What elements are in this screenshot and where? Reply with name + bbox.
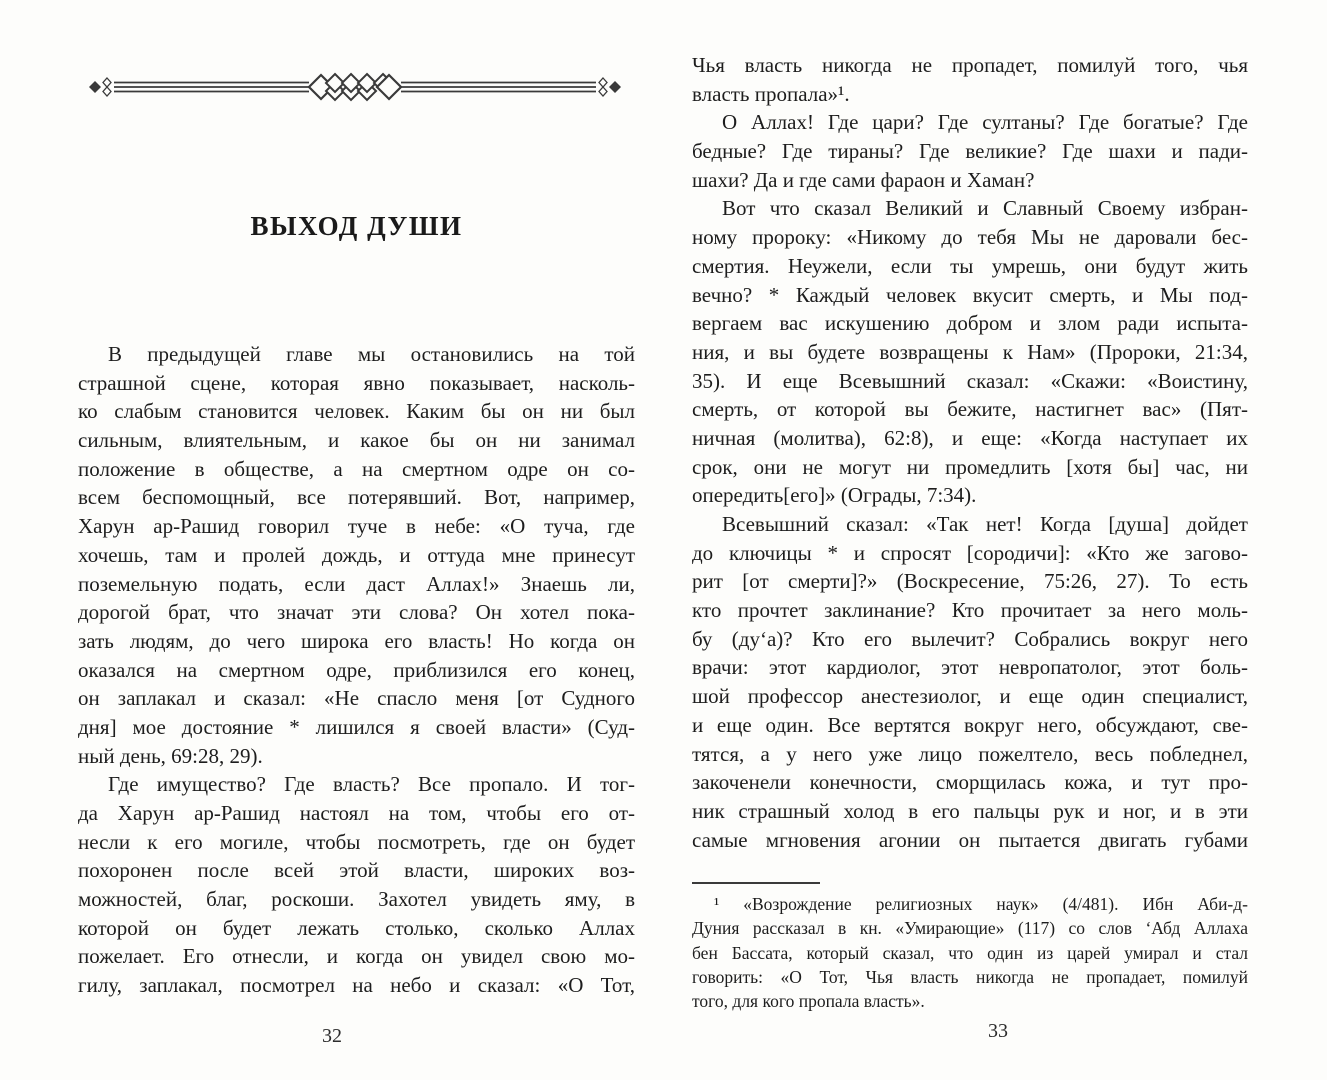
text-line: пожелает. Его отнесли, и когда он увидел свою мо- <box>78 944 635 969</box>
text-line: положение в обществе, а на смертном одре он со- <box>78 456 635 481</box>
text-line: похоронен после всей этой власти, широких воз- <box>78 858 635 883</box>
page-number-right: 33 <box>988 1020 1008 1042</box>
text-line: самые мгновения агонии он пытается двигать губами <box>692 827 1248 852</box>
text-line: 35). И еще Всевышний сказал: «Скажи: «Воистину, <box>692 368 1248 393</box>
page-right <box>692 0 1248 1080</box>
text-line: он заплакал и сказал: «Не спасло меня [от Судного <box>78 686 635 711</box>
text-line: ничная (молитва), 62:8), и еще: «Когда наступает их <box>692 425 1248 450</box>
text-line: до ключицы * и спросят [сородичи]: «Кто же загово- <box>692 540 1248 565</box>
page-left <box>78 0 635 1080</box>
text-line: дорогой брат, что значат эти слова? Он хотел пока- <box>78 600 635 625</box>
text-line: закоченели конечности, сморщилась кожа, и тут про- <box>692 770 1248 795</box>
text-line: зать людям, до чего широка его власть! Но когда он <box>78 628 635 653</box>
left-page-body <box>78 340 635 1000</box>
text-line: Чья власть никогда не пропадет, помилуй того, чья <box>692 53 1248 77</box>
text-line: смертия. Неужели, если ты умрешь, они будут жить <box>692 253 1248 278</box>
text-line: опередить[его]» (Ограды, 7:34). <box>692 483 977 508</box>
text-line: Харун ар-Рашид говорил туче в небе: «О туча, где <box>78 514 635 539</box>
text-line: Всевышний сказал: «Так нет! Когда [душа] дойдет <box>722 512 1248 536</box>
text-line: ник страшный холод в его пальцы рук и ног, и в эти <box>692 798 1248 823</box>
text-line: В предыдущей главе мы остановились на той <box>108 342 635 366</box>
text-line: можностей, благ, роскоши. Захотел увидеть яму, в <box>78 887 635 912</box>
right-page-body <box>692 51 1248 854</box>
text-line: говорить: «О Тот, Чья власть никогда не пропадает, помилуй <box>692 966 1248 987</box>
chapter-title: ВЫХОД ДУШИ <box>250 211 463 241</box>
text-line: бен Бассата, который сказал, что один из царей умирал и стал <box>692 942 1248 963</box>
paragraph <box>692 194 1248 510</box>
text-line: сильным, влиятельным, и какое бы он ни занимал <box>78 428 635 453</box>
text-line: ¹ «Возрождение религиозных наук» (4/481). Ибн Аби-д- <box>714 894 1248 914</box>
text-line: шой профессор анестезиолог, и еще один специалист, <box>692 684 1248 709</box>
text-line: бедные? Где тираны? Где великие? Где шахи и пади- <box>692 139 1248 164</box>
text-line: и еще один. Все вертятся вокруг него, обсуждают, све- <box>692 712 1248 737</box>
text-line: дня] мое достояние * лишился я своей власти» (Суд- <box>78 714 635 739</box>
text-line: гилу, заплакал, посмотрел на небо и сказал: «О Тот, <box>78 973 635 998</box>
text-line: страшной сцене, которая явно показывает, насколь- <box>78 370 635 395</box>
text-line: шахи? Да и где сами фараон и Хаман? <box>692 167 1035 192</box>
paragraph <box>78 340 635 770</box>
text-line: ко слабым становится человек. Каким бы он ни был <box>78 399 635 424</box>
text-line: хочешь, там и пролей дождь, и оттуда мне принесут <box>78 542 635 567</box>
text-line: бу (ду‘а)? Кто его вылечит? Собрались вокруг него <box>692 626 1248 651</box>
text-line: вергаем вас искушению добром и злом ради испыта- <box>692 311 1248 336</box>
footnote-section <box>692 882 1248 1013</box>
paragraph <box>692 51 1248 108</box>
text-line: Дуния рассказал в кн. «Умирающие» (117) со слов ‘Абд Аллаха <box>692 918 1248 939</box>
text-line: власть пропала»¹. <box>692 81 850 106</box>
text-line: всем беспомощный, все потерявший. Вот, например, <box>78 485 635 510</box>
text-line: врачи: этот кардиолог, этот невропатолог, этот боль- <box>692 655 1248 680</box>
text-line: смерть, от которой вы бежите, настигнет вас» (Пят- <box>692 397 1248 422</box>
text-line: ный день, 69:28, 29). <box>78 743 263 768</box>
footnote-body <box>692 892 1248 1013</box>
footnote-paragraph <box>692 892 1248 1013</box>
text-line: рит [от смерти]?» (Воскресение, 75:26, 27). То есть <box>692 569 1248 594</box>
text-line: которой он будет лежать столько, сколько Аллах <box>78 915 635 940</box>
text-line: ния, и вы будете возвращены к Нам» (Пророки, 21:34, <box>692 339 1248 364</box>
text-line: несли к его могиле, чтобы посмотреть, где он будет <box>78 829 635 854</box>
text-line: вечно? * Каждый человек вкусит смерть, и Мы под- <box>692 282 1248 307</box>
paragraph <box>692 510 1248 854</box>
text-line: кто прочтет заклинание? Кто прочитает за него моль- <box>692 598 1248 623</box>
text-line: поземельную подать, если даст Аллах!» Знаешь ли, <box>78 571 635 596</box>
text-line: того, для кого пропала власть». <box>692 991 925 1012</box>
text-line: срок, они не могут ни промедлить [хотя бы] час, ни <box>692 454 1248 479</box>
text-line: оказался на смертном одре, приблизился его конец, <box>78 657 635 682</box>
text-line: Вот что сказал Великий и Славный Своему избран- <box>722 196 1248 221</box>
diamond-chain-divider-icon <box>85 72 625 102</box>
footnote-rule <box>692 882 820 884</box>
text-line: Где имущество? Где власть? Все пропало. И тог- <box>108 772 635 797</box>
page-number-left: 32 <box>322 1025 342 1047</box>
text-line: да Харун ар-Рашид настоял на том, чтобы его от- <box>78 801 635 825</box>
text-line: тятся, а у него уже лицо пожелтело, весь побледнел, <box>692 741 1248 766</box>
text-line: ному пророку: «Никому до тебя Мы не даровали бес- <box>692 225 1248 250</box>
paragraph <box>692 108 1248 194</box>
paragraph <box>78 770 635 1000</box>
text-line: О Аллах! Где цари? Где султаны? Где богатые? Где <box>722 110 1248 135</box>
